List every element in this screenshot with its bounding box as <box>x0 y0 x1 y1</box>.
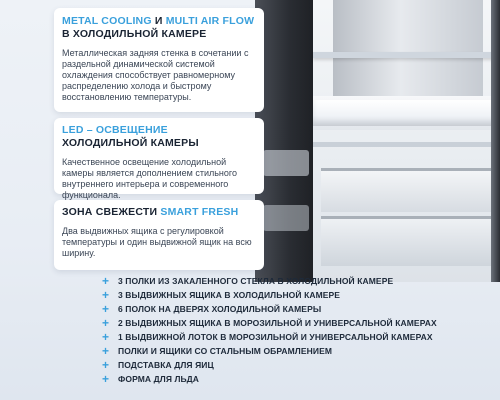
feature-item <box>100 358 498 372</box>
card-title-line2: В ХОЛОДИЛЬНОЙ КАМЕРЕ <box>62 28 207 40</box>
feature-card-metal-cooling <box>54 8 264 112</box>
feature-card-led-lighting <box>54 118 264 200</box>
card-title-accent: SMART FRESH <box>160 206 239 218</box>
fresh-drawer <box>321 168 493 212</box>
feature-card-smart-fresh <box>54 200 264 270</box>
feature-item <box>100 316 498 330</box>
card-title <box>62 206 256 219</box>
fridge-interior-photo <box>255 0 500 282</box>
card-description: Металлическая задняя стенка в сочетании с раздельной динамической системой охлаждения способствует равномерному распределению холода и быстрому восстановлению температуры. <box>62 48 249 102</box>
feature-item <box>100 344 498 358</box>
led-light-panel <box>313 100 500 126</box>
fridge-door <box>255 0 317 282</box>
feature-item <box>100 302 498 316</box>
plus-icon: + <box>101 358 110 372</box>
feature-label: ФОРМА ДЛЯ ЛЬДА <box>118 374 200 384</box>
feature-item <box>100 372 498 386</box>
feature-label: ПОЛКИ И ЯЩИКИ СО СТАЛЬНЫМ ОБРАМЛЕНИЕМ <box>118 346 333 356</box>
glass-shelf <box>313 142 500 147</box>
card-title-accent: METAL COOLING <box>62 15 152 27</box>
glass-shelf <box>313 52 500 58</box>
metal-back-wall <box>333 0 483 96</box>
plus-icon: + <box>101 316 110 330</box>
feature-label: 3 ПОЛКИ ИЗ ЗАКАЛЕННОГО СТЕКЛА В ХОЛОДИЛЬНОЙ КАМЕРЕ <box>118 276 394 286</box>
plus-icon: + <box>101 274 110 288</box>
card-description: Качественное освещение холодильной камеры является дополнением стильного внутреннего интерьера и современного функционала. <box>62 157 237 200</box>
feature-label: ПОДСТАВКА ДЛЯ ЯИЦ <box>118 360 214 370</box>
card-title-accent: MULTI AIR FLOW <box>165 15 255 27</box>
plus-icon: + <box>101 344 110 358</box>
card-title-dark: ЗОНА СВЕЖЕСТИ <box>62 206 161 218</box>
plus-icon: + <box>101 372 110 386</box>
feature-label: 1 ВЫДВИЖНОЙ ЛОТОК В МОРОЗИЛЬНОЙ И УНИВЕРСАЛЬНОЙ КАМЕРАХ <box>118 332 433 342</box>
plus-icon: + <box>101 302 110 316</box>
card-title-joiner: И <box>151 15 166 27</box>
plus-icon: + <box>101 330 110 344</box>
card-title-accent: LED – ОСВЕЩЕНИЕ <box>62 124 168 136</box>
feature-item <box>100 288 498 302</box>
card-title <box>62 15 256 41</box>
feature-label: 3 ВЫДВИЖНЫХ ЯЩИКА В ХОЛОДИЛЬНОЙ КАМЕРЕ <box>118 290 341 300</box>
feature-item <box>100 274 498 288</box>
feature-label: 2 ВЫДВИЖНЫХ ЯЩИКА В МОРОЗИЛЬНОЙ И УНИВЕРСАЛЬНОЙ КАМЕРАХ <box>118 318 437 328</box>
card-title <box>62 124 256 150</box>
plus-icon: + <box>101 288 110 302</box>
card-title-line2: ХОЛОДИЛЬНОЙ КАМЕРЫ <box>62 137 199 149</box>
cabinet-edge <box>491 0 500 282</box>
fresh-drawer <box>321 216 493 266</box>
card-description: Два выдвижных ящика с регулировкой температуры и один выдвижной ящик на всю ширину. <box>62 226 252 258</box>
feature-list <box>100 274 498 386</box>
feature-label: 6 ПОЛОК НА ДВЕРЯХ ХОЛОДИЛЬНОЙ КАМЕРЫ <box>118 304 322 314</box>
door-bin <box>263 150 309 176</box>
feature-item <box>100 330 498 344</box>
door-bin <box>263 205 309 231</box>
